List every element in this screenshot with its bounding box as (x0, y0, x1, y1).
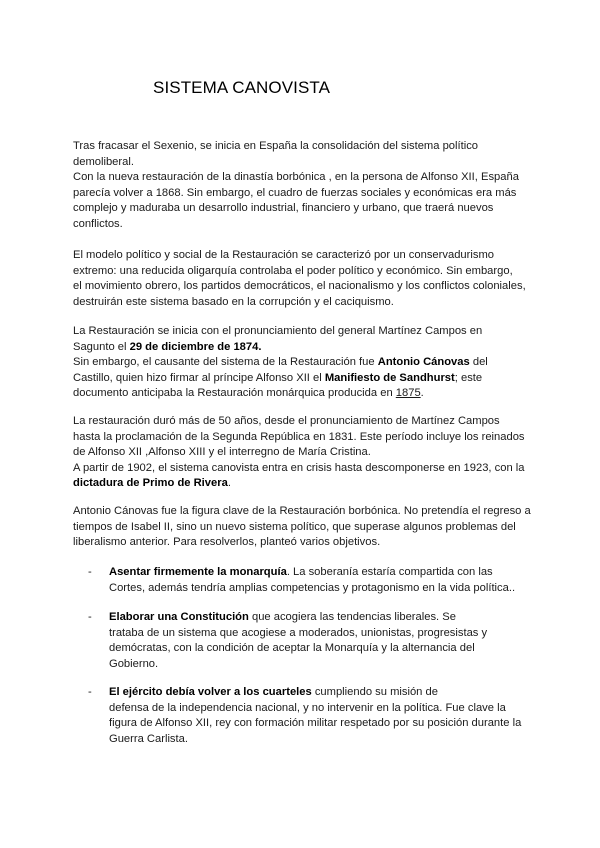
text-line: extremo: una reducida oligarquía controlaba el poder político y económico. Sin embargo, (73, 264, 513, 277)
text-line: figura de Alfonso XII, rey con formación militar respetado por su posición durante la (109, 717, 522, 730)
text-line: de Alfonso XII ,Alfonso XIII y el interregno de María Cristina. (73, 446, 371, 459)
text-line: El modelo político y social de la Restauración se caracterizó por un conservadurismo (73, 249, 494, 261)
text-line: destruirán este sistema basado en la corrupción y el caciquismo. (73, 295, 394, 308)
paragraph-objectives (73, 504, 533, 551)
bullet-dash: - (88, 611, 92, 623)
text-line: el movimiento obrero, los partidos democráticos, el nacionalismo y los conflictos coloniales, (73, 280, 526, 293)
bold-objective: Elaborar una Constitución (109, 611, 249, 623)
underlined-year-link[interactable]: 1875 (395, 387, 421, 400)
text-line (109, 610, 539, 626)
bold-canovas: Antonio Cánovas (377, 356, 470, 369)
bullet-dash: - (88, 686, 92, 698)
text-span: Sagunto el (73, 340, 130, 353)
text-line: Cortes, además tendría amplias competencias y protagonismo en la vida política.. (109, 581, 516, 594)
text-line: La restauración duró más de 50 años, desde el pronunciamiento de Martínez Campos (73, 415, 500, 427)
text-line: Gobierno. (109, 657, 159, 670)
text-span: . (227, 477, 231, 490)
text-span: que acogiera las tendencias liberales. Se (248, 611, 456, 623)
text-line: liberalismo anterior. Para resolverlos, planteó varios objetivos. (73, 536, 381, 549)
text-span: . (420, 387, 424, 400)
text-line (73, 355, 533, 371)
bullet-dash: - (88, 566, 92, 578)
bullet-text (109, 685, 539, 747)
text-line (73, 371, 533, 387)
text-span: Castillo, quien hizo firmar al príncipe Alfonso XII el (73, 371, 325, 384)
text-span: del (469, 356, 488, 369)
text-line: Con la nueva restauración de la dinastía borbónica , en la persona de Alfonso XII, España (73, 171, 519, 184)
text-line: conflictos. (73, 217, 123, 230)
text-line: Guerra Carlista. (109, 732, 188, 745)
text-line (109, 565, 539, 581)
text-line: defensa de la independencia nacional, y no intervenir en la política. Fue clave la (109, 701, 506, 714)
text-line: tiempos de Isabel II, sino un nuevo sistema político, que superase algunos problemas del (73, 520, 516, 533)
paragraph-duration (73, 414, 533, 492)
paragraph-model (73, 248, 533, 310)
bold-objective: Asentar firmemente la monarquía (109, 566, 287, 578)
bullet-text (109, 610, 539, 672)
text-line (73, 340, 533, 356)
bullet-text (109, 565, 539, 596)
text-line: hasta la proclamación de la Segunda República en 1831. Este período incluye los reinados (73, 430, 525, 443)
text-line (109, 685, 539, 701)
page-title: SISTEMA CANOVISTA (153, 78, 331, 97)
paragraph-intro (73, 139, 533, 233)
text-line: trataba de un sistema que acogiese a moderados, unionistas, progresistas y (109, 626, 488, 639)
text-span: ; este (454, 371, 483, 384)
bold-manifiesto: Manifiesto de Sandhurst (324, 371, 455, 384)
text-line (73, 386, 533, 402)
text-line: complejo y maduraba un desarrollo industrial, financiero y urbano, que traerá nuevos (73, 202, 494, 215)
text-line: Antonio Cánovas fue la figura clave de la Restauración borbónica. No pretendía el regreso a (73, 505, 531, 517)
text-span: Sin embargo, el causante del sistema de la Restauración fue (73, 356, 378, 369)
text-line: demócratas, con la condición de aceptar la Monarquía y la alternancia del (109, 642, 475, 655)
text-line: demoliberal. (73, 155, 134, 168)
text-span: cumpliendo su misión de (311, 686, 438, 698)
text-line (73, 476, 533, 492)
text-line: La Restauración se inicia con el pronunciamiento del general Martínez Campos en (73, 325, 483, 337)
text-line: parecía volver a 1868. Sin embargo, el cuadro de fuerzas sociales y económicas era más (73, 186, 517, 199)
text-span: . La soberanía estaría compartida con las (286, 566, 493, 578)
bold-dictadura: dictadura de Primo de Rivera (73, 477, 228, 490)
bold-objective: El ejército debía volver a los cuarteles (109, 686, 312, 698)
paragraph-origin (73, 324, 533, 402)
text-line: A partir de 1902, el sistema canovista entra en crisis hasta descomponerse en 1923, con la (73, 461, 525, 474)
text-span: documento anticipaba la Restauración monárquica producida en (73, 387, 396, 400)
text-line: Tras fracasar el Sexenio, se inicia en España la consolidación del sistema político (73, 140, 479, 152)
bold-date: 29 de diciembre de 1874. (129, 340, 262, 353)
